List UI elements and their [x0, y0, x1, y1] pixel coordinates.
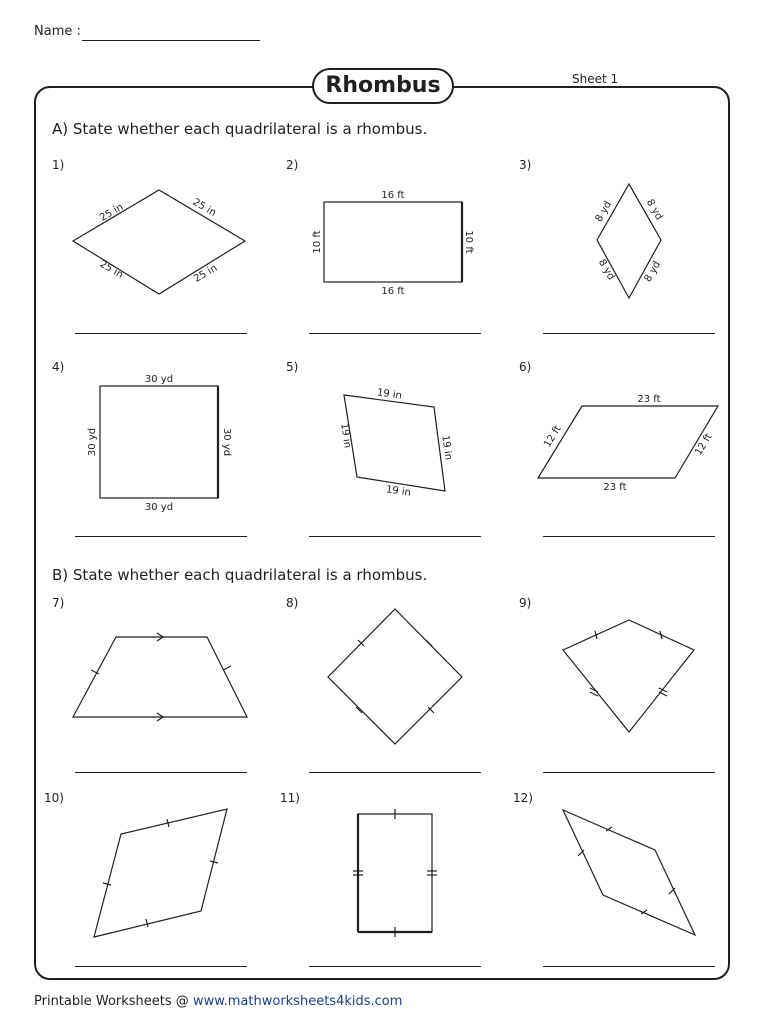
shape-8-square [328, 609, 462, 744]
side-label: 25 in [190, 196, 218, 219]
side-label: 16 ft [381, 190, 405, 201]
shape-1-rhombus [73, 190, 245, 294]
section-b-instruction: B) State whether each quadrilateral is a rhombus. [52, 566, 428, 584]
shape-9-kite [563, 620, 694, 732]
side-label: 30 yd [87, 427, 98, 457]
shape-12-rhombus [563, 810, 695, 935]
side-label: 8 yd [642, 259, 664, 284]
section-a-instruction: A) State whether each quadrilateral is a rhombus. [52, 120, 428, 138]
problem-number: 3) [519, 158, 532, 172]
side-label: 25 in [192, 262, 220, 285]
shape-11-rectangle [358, 814, 432, 932]
problem-number: 7) [52, 596, 65, 610]
side-label: 19 in [338, 422, 353, 449]
problem-number: 8) [286, 596, 299, 610]
problem-number: 2) [286, 158, 299, 172]
problem-number: 5) [286, 360, 299, 374]
problem-number: 4) [52, 360, 65, 374]
side-label: 8 yd [593, 199, 615, 224]
shape-10-rhombus [94, 809, 227, 937]
shape-4-square [100, 386, 218, 498]
side-label: 30 yd [144, 502, 174, 513]
footer [34, 994, 402, 1009]
shape-7-trapezoid [73, 637, 247, 717]
side-label: 19 in [439, 434, 454, 461]
footer-prefix: Printable Worksheets @ [34, 994, 193, 1009]
sheet-number: Sheet 1 [572, 72, 619, 86]
side-label: 8 yd [595, 257, 617, 282]
side-label: 23 ft [603, 482, 627, 493]
side-label: 8 yd [643, 197, 665, 222]
side-label: 25 in [98, 201, 126, 224]
problem-number: 10) [44, 791, 64, 805]
side-label: 30 yd [221, 427, 232, 457]
worksheet-title: Rhombus [312, 68, 454, 104]
shape-2-rectangle [324, 202, 462, 282]
side-label: 19 in [385, 484, 412, 499]
problem-number: 1) [52, 158, 65, 172]
side-label: 10 ft [312, 230, 323, 254]
congruence-ticks [91, 631, 675, 937]
problem-number: 12) [513, 791, 533, 805]
shape-5-rhombus [344, 395, 445, 491]
problem-number: 6) [519, 360, 532, 374]
side-label: 25 in [97, 258, 125, 281]
side-label: 12 ft [693, 431, 715, 458]
problem-number: 9) [519, 596, 532, 610]
side-label: 23 ft [637, 394, 661, 405]
side-label: 19 in [376, 387, 403, 402]
footer-link[interactable]: www.mathworksheets4kids.com [192, 994, 403, 1009]
side-label: 30 yd [144, 374, 174, 385]
side-label: 16 ft [381, 286, 405, 297]
side-label: 12 ft [542, 423, 564, 450]
shape-6-parallelogram [538, 406, 718, 478]
problem-number: 11) [280, 791, 300, 805]
side-label: 10 ft [463, 230, 474, 254]
name-label: Name : [34, 24, 81, 39]
